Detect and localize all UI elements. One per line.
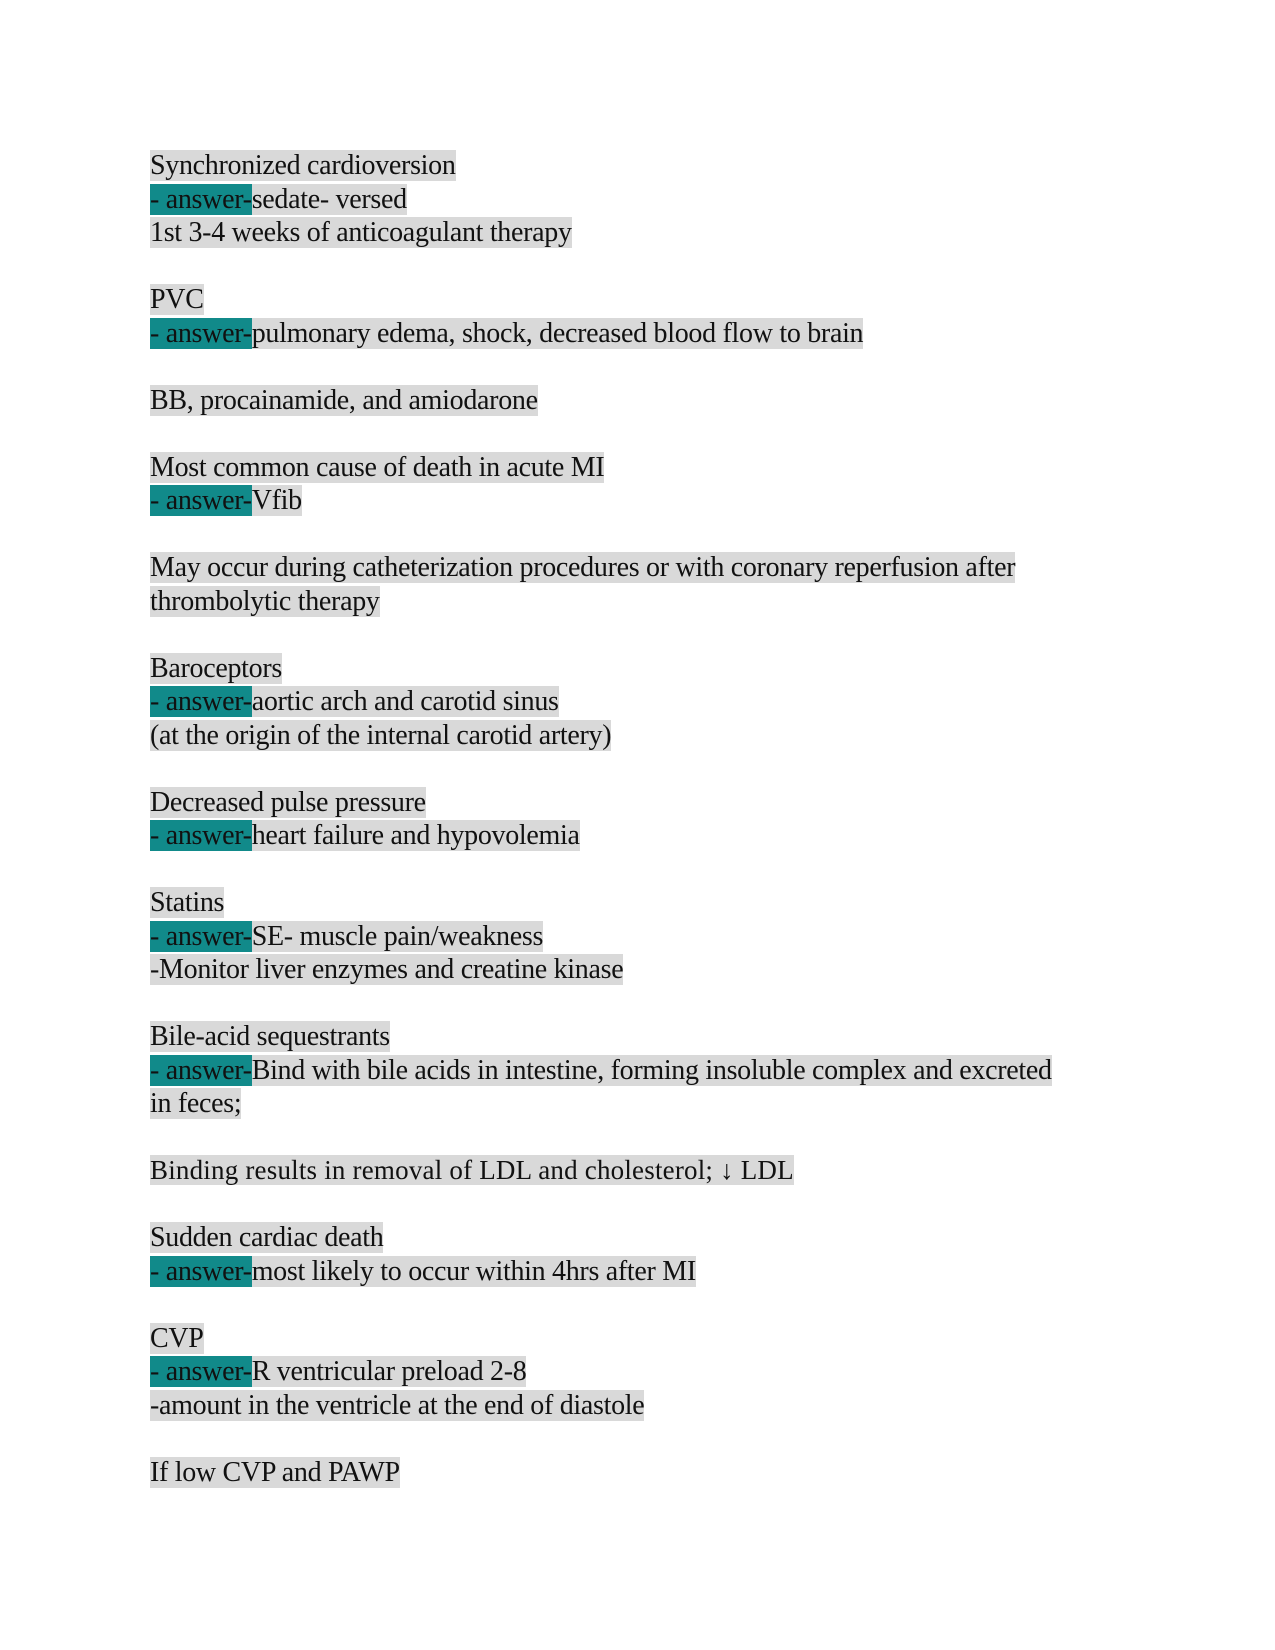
flashcard-question: CVP <box>150 1322 204 1354</box>
flashcard-question: PVC <box>150 284 204 315</box>
flashcard-answer: - answer-pulmonary edema, shock, decreased blood flow to brain <box>150 317 864 349</box>
answer-label: - answer- <box>150 1356 252 1387</box>
flashcard-answer-continued: 1st 3-4 weeks of anticoagulant therapy <box>150 217 572 248</box>
flashcard-answer: - answer-R ventricular preload 2-8 <box>150 1356 527 1387</box>
answer-label: - answer- <box>150 1255 252 1287</box>
flashcard-answer-continued: -Monitor liver enzymes and creatine kinase <box>150 954 624 985</box>
flashcard-answer: - answer-most likely to occur within 4hrs after MI <box>150 1255 696 1287</box>
flashcard-answer: - answer-sedate- versed <box>150 183 407 215</box>
flashcard-question: Bile-acid sequestrants <box>150 1021 390 1052</box>
flashcard-answer-continued: in feces; <box>150 1088 242 1119</box>
flashcard-question: Sudden cardiac death <box>150 1222 384 1253</box>
flashcard-note: BB, procainamide, and amiodarone <box>150 384 538 416</box>
flashcard-question: Decreased pulse pressure <box>150 786 426 818</box>
flashcard-note: May occur during catheterization procedures or with coronary reperfusion after <box>150 552 1016 583</box>
flashcard-note: If low CVP and PAWP <box>150 1456 400 1488</box>
answer-label: - answer- <box>150 317 252 349</box>
flashcard-answer: - answer-Vfib <box>150 485 302 516</box>
flashcard-question: Statins <box>150 887 225 918</box>
flashcard-answer: - answer-SE- muscle pain/weakness <box>150 920 544 952</box>
document-page <box>150 149 1150 1489</box>
answer-label: - answer- <box>150 183 252 215</box>
answer-label: - answer- <box>150 1054 252 1086</box>
flashcard-answer: - answer-heart failure and hypovolemia <box>150 820 580 851</box>
flashcard-question: Baroceptors <box>150 652 282 684</box>
answer-label: - answer- <box>150 920 252 952</box>
flashcard-note: thrombolytic therapy <box>150 585 380 617</box>
flashcard-answer-continued: (at the origin of the internal carotid artery) <box>150 719 612 751</box>
flashcard-question: Synchronized cardioversion <box>150 150 456 181</box>
flashcard-answer-continued: -amount in the ventricle at the end of diastole <box>150 1389 645 1421</box>
answer-label: - answer- <box>150 485 252 516</box>
answer-label: - answer- <box>150 686 252 717</box>
flashcard-answer: - answer-Bind with bile acids in intestine, forming insoluble complex and excreted <box>150 1054 1052 1086</box>
answer-label: - answer- <box>150 820 252 851</box>
flashcard-answer: - answer-aortic arch and carotid sinus <box>150 686 559 717</box>
flashcard-question: Most common cause of death in acute MI <box>150 451 605 483</box>
flashcard-note: Binding results in removal of LDL and cholesterol; ↓ LDL <box>150 1155 794 1185</box>
